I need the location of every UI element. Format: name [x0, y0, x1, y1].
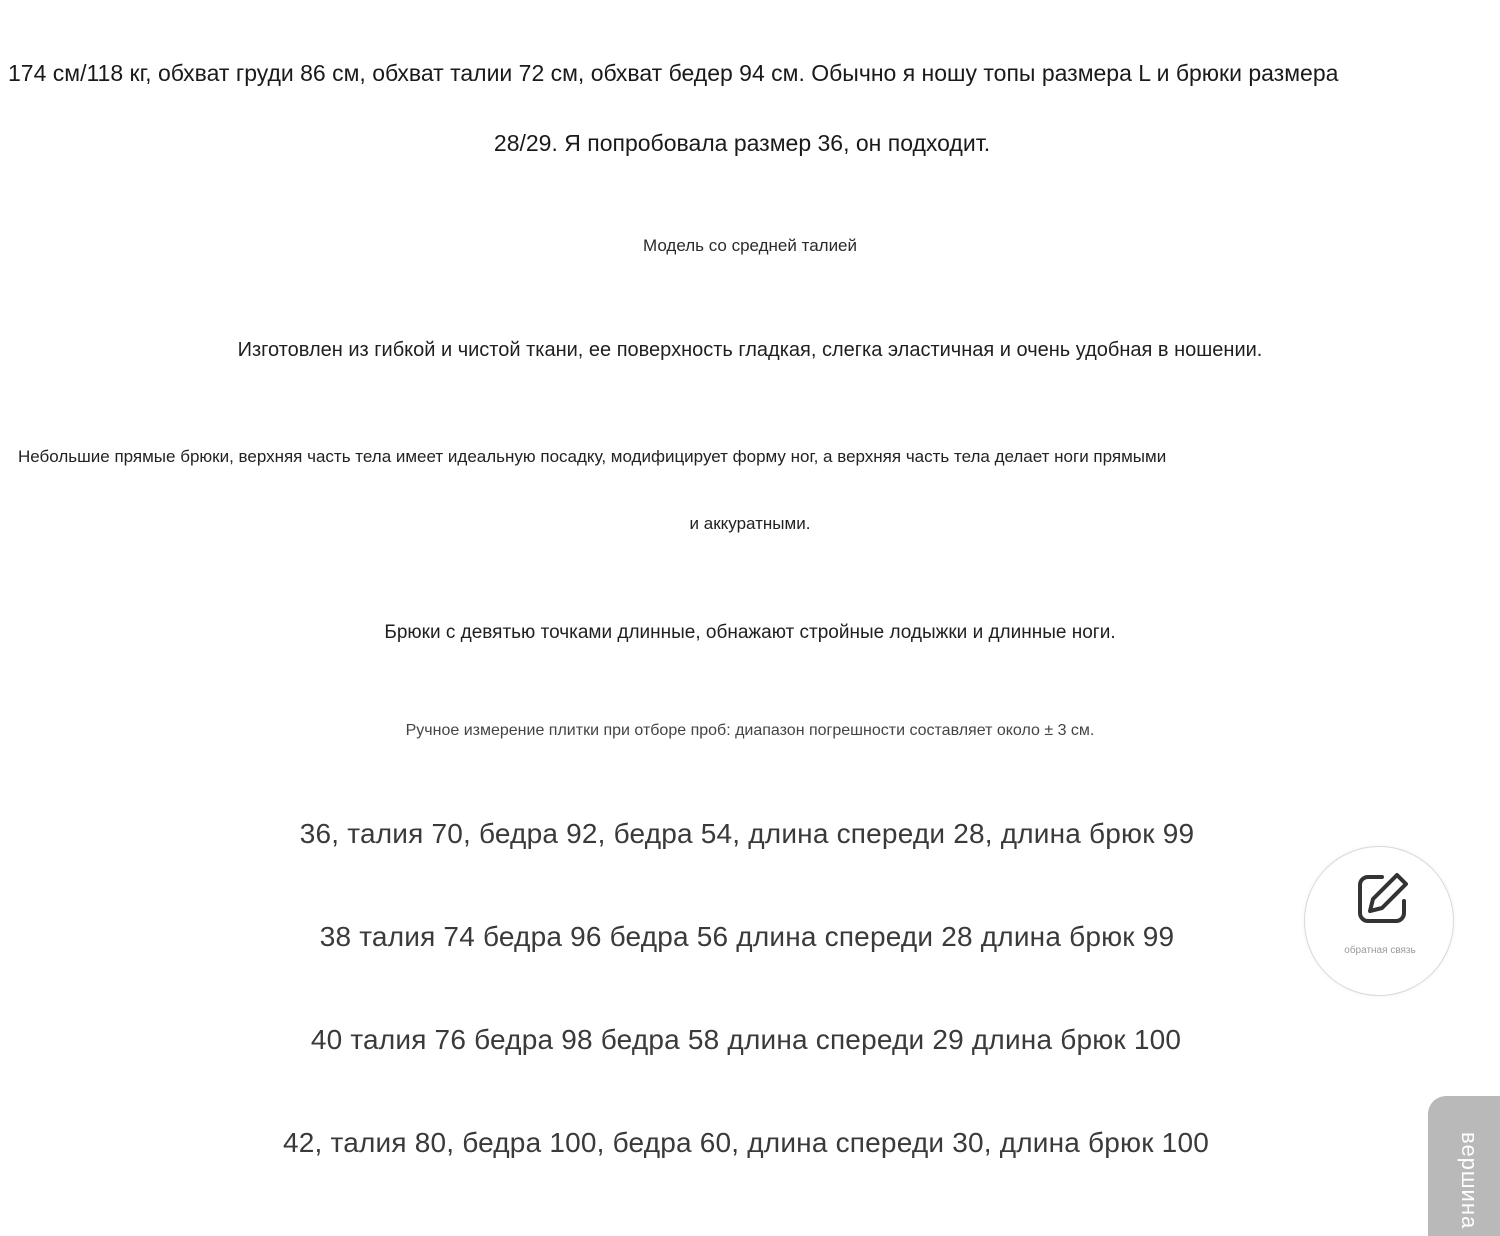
shape-text-line-1: Небольшие прямые брюки, верхняя часть тела имеет идеальную посадку, модифицирует форму ног, а верхняя часть тела делает ноги прямыми — [18, 447, 1167, 466]
edit-icon — [1352, 869, 1412, 929]
intro-line-2: 28/29. Я попробовала размер 36, он подходит. — [493, 130, 991, 156]
size-row-36: 36, талия 70, бедра 92, бедра 54, длина спереди 28, длина брюк 99 — [299, 818, 1195, 849]
back-to-top-button[interactable] — [1428, 1096, 1500, 1236]
back-to-top-label: вершина — [1457, 1132, 1482, 1230]
mid-waist-text: Модель со средней талией — [642, 236, 858, 255]
feedback-label: обратная связь — [1344, 945, 1416, 956]
size-row-38: 38 талия 74 бедра 96 бедра 56 длина спереди 28 длина брюк 99 — [319, 921, 1175, 952]
measurement-note: Ручное измерение плитки при отборе проб: диапазон погрешности составляет около ± 3 см. — [405, 722, 1095, 739]
shape-text-line-2: и аккуратными. — [689, 514, 811, 533]
ankle-text: Брюки с девятью точками длинные, обнажают стройные лодыжки и длинные ноги. — [384, 622, 1116, 643]
size-row-40: 40 талия 76 бедра 98 бедра 58 длина спереди 29 длина брюк 100 — [310, 1024, 1182, 1055]
intro-line-1: 174 см/118 кг, обхват груди 86 см, обхват талии 72 см, обхват бедер 94 см. Обычно я ношу топы размера L и брюки размера — [8, 60, 1339, 86]
feedback-button[interactable] — [1304, 846, 1454, 996]
fabric-text: Изготовлен из гибкой и чистой ткани, ее поверхность гладкая, слегка эластичная и очень удобная в ношении. — [237, 339, 1263, 361]
size-row-42: 42, талия 80, бедра 100, бедра 60, длина спереди 30, длина брюк 100 — [282, 1127, 1209, 1158]
